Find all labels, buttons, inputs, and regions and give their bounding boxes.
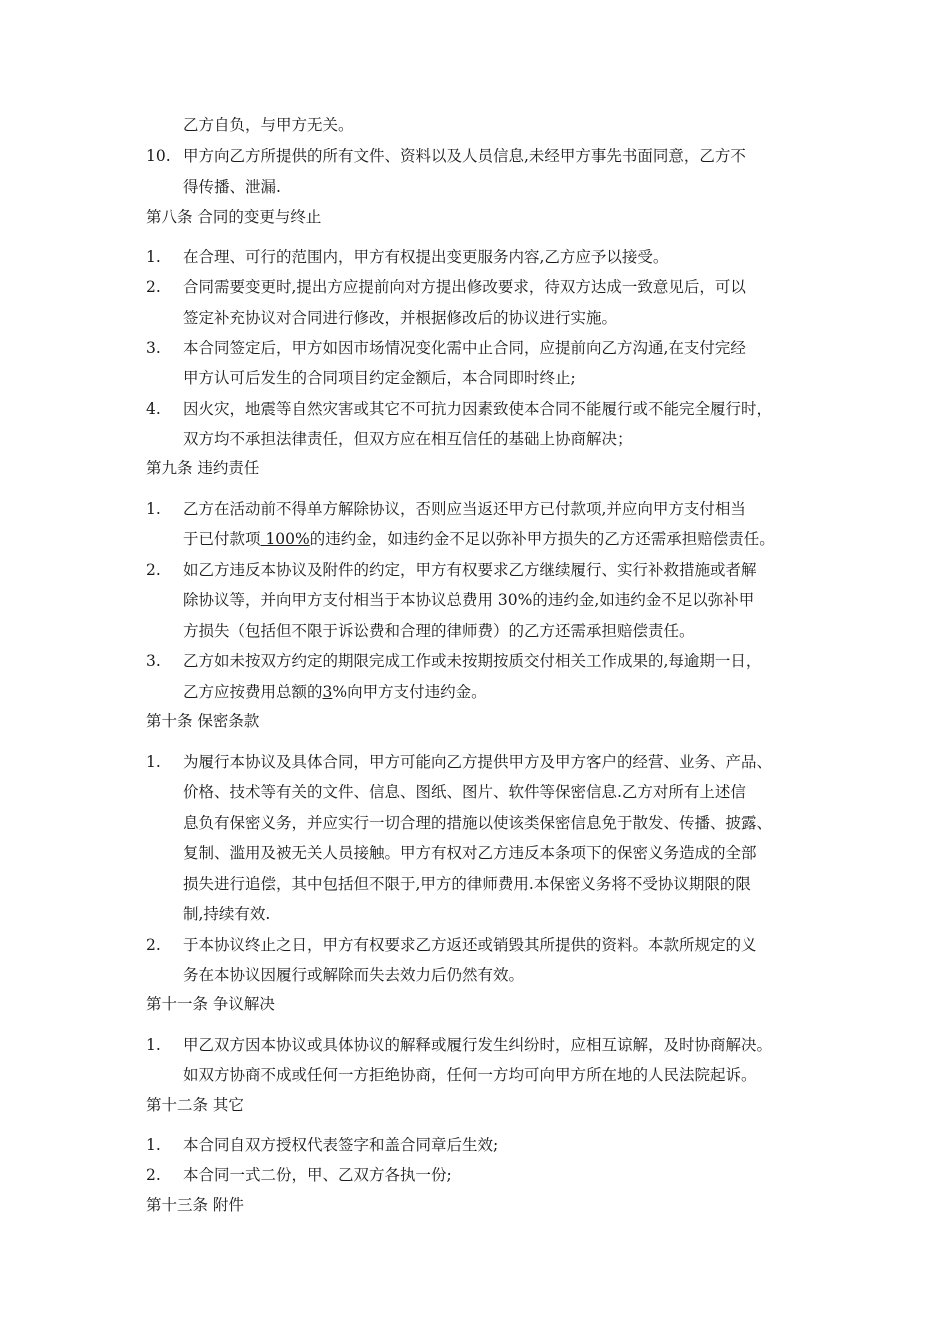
text-run: 的违约金，如违约金不足以弥补甲方损失的乙方还需承担赔偿责任。 <box>309 530 775 548</box>
item-number: 1. <box>146 248 161 266</box>
paragraph-line: 本合同自双方授权代表签字和盖合同章后生效; <box>183 1136 499 1154</box>
paragraph-line: 如双方协商不成或任何一方拒绝协商，任何一方均可向甲方所在地的人民法院起诉。 <box>183 1066 757 1084</box>
paragraph-line <box>183 682 487 702</box>
section-heading-article-9: 第九条 违约责任 <box>146 459 260 477</box>
item-number: 2. <box>146 278 161 296</box>
item-number: 1. <box>146 1136 161 1154</box>
paragraph-line: 签定补充协议对合同进行修改，并根据修改后的协议进行实施。 <box>183 309 618 327</box>
text-run: 乙方应按费用总额的 <box>183 683 323 701</box>
paragraph-line: 本合同签定后，甲方如因市场情况变化需中止合同，应提前向乙方沟通,在支付完经 <box>183 339 746 357</box>
item-number: 10. <box>146 147 171 165</box>
item-number: 3. <box>146 339 161 357</box>
paragraph-line: 价格、技术等有关的文件、信息、图纸、图片、软件等保密信息.乙方对所有上述信 <box>183 783 746 801</box>
paragraph-line: 如乙方违反本协议及附件的约定，甲方有权要求乙方继续履行、实行补救措施或者解 <box>183 561 757 579</box>
section-heading-article-10: 第十条 保密条款 <box>146 712 260 730</box>
item-number: 1. <box>146 500 161 518</box>
paragraph-line: 务在本协议因履行或解除而失去效力后仍然有效。 <box>183 966 525 984</box>
paragraph-line: 合同需要变更时,提出方应提前向对方提出修改要求，待双方达成一致意见后，可以 <box>183 278 746 296</box>
section-heading-article-13: 第十三条 附件 <box>146 1196 244 1214</box>
paragraph-line: 制,持续有效. <box>183 905 271 923</box>
paragraph-line: 于本协议终止之日，甲方有权要求乙方返还或销毁其所提供的资料。本款所规定的义 <box>183 936 757 954</box>
item-number: 1. <box>146 753 161 771</box>
paragraph-line: 双方均不承担法律责任，但双方应在相互信任的基础上协商解决； <box>183 430 633 448</box>
paragraph-line: 复制、滥用及被无关人员接触。甲方有权对乙方违反本条项下的保密义务造成的全部 <box>183 844 757 862</box>
section-heading-article-12: 第十二条 其它 <box>146 1096 244 1114</box>
paragraph-line: 得传播、泄漏. <box>183 178 281 196</box>
text-run: 于已付款项 <box>183 530 261 548</box>
paragraph-line: 甲乙双方因本协议或具体协议的解释或履行发生纠纷时，应相互谅解，及时协商解决。 <box>183 1036 773 1054</box>
paragraph-line: 方损失（包括但不限于诉讼费和合理的律师费）的乙方还需承担赔偿责任。 <box>183 622 695 640</box>
item-number: 2. <box>146 936 161 954</box>
paragraph-line: 乙方自负，与甲方无关。 <box>183 116 354 134</box>
section-heading-article-8: 第八条 合同的变更与终止 <box>146 208 322 226</box>
underlined-penalty-rate: 100% <box>260 530 310 548</box>
paragraph-line: 损失进行追偿，其中包括但不限于,甲方的律师费用.本保密义务将不受协议期限的限 <box>183 875 751 893</box>
item-number: 3. <box>146 652 161 670</box>
paragraph-line: 为履行本协议及具体合同，甲方可能向乙方提供甲方及甲方客户的经营、业务、产品、 <box>183 753 773 771</box>
paragraph-line: 本合同一式二份，甲、乙双方各执一份; <box>183 1166 452 1184</box>
underlined-daily-rate: 3 <box>322 683 333 701</box>
paragraph-line: 乙方在活动前不得单方解除协议，否则应当返还甲方已付款项,并应向甲方支付相当 <box>183 500 746 518</box>
paragraph-line: 在合理、可行的范围内，甲方有权提出变更服务内容,乙方应予以接受。 <box>183 248 669 266</box>
paragraph-line: 乙方如未按双方约定的期限完成工作或未按期按质交付相关工作成果的,每逾期一日， <box>183 652 762 670</box>
paragraph-line: 除协议等，并向甲方支付相当于本协议总费用 30%的违约金,如违约金不足以弥补甲 <box>183 591 755 609</box>
paragraph-line: 甲方向乙方所提供的所有文件、资料以及人员信息,未经甲方事先书面同意，乙方不 <box>183 147 746 165</box>
item-number: 1. <box>146 1036 161 1054</box>
item-number: 4. <box>146 400 161 418</box>
text-run: %向甲方支付违约金。 <box>332 683 487 701</box>
paragraph-line: 息负有保密义务，并应实行一切合理的措施以使该类保密信息免于散发、传播、披露、 <box>183 814 773 832</box>
paragraph-line: 因火灾，地震等自然灾害或其它不可抗力因素致使本合同不能履行或不能完全履行时， <box>183 400 773 418</box>
item-number: 2. <box>146 561 161 579</box>
item-number: 2. <box>146 1166 161 1184</box>
paragraph-line: 甲方认可后发生的合同项目约定金额后，本合同即时终止; <box>183 369 576 387</box>
paragraph-line <box>183 529 775 549</box>
section-heading-article-11: 第十一条 争议解决 <box>146 995 275 1013</box>
